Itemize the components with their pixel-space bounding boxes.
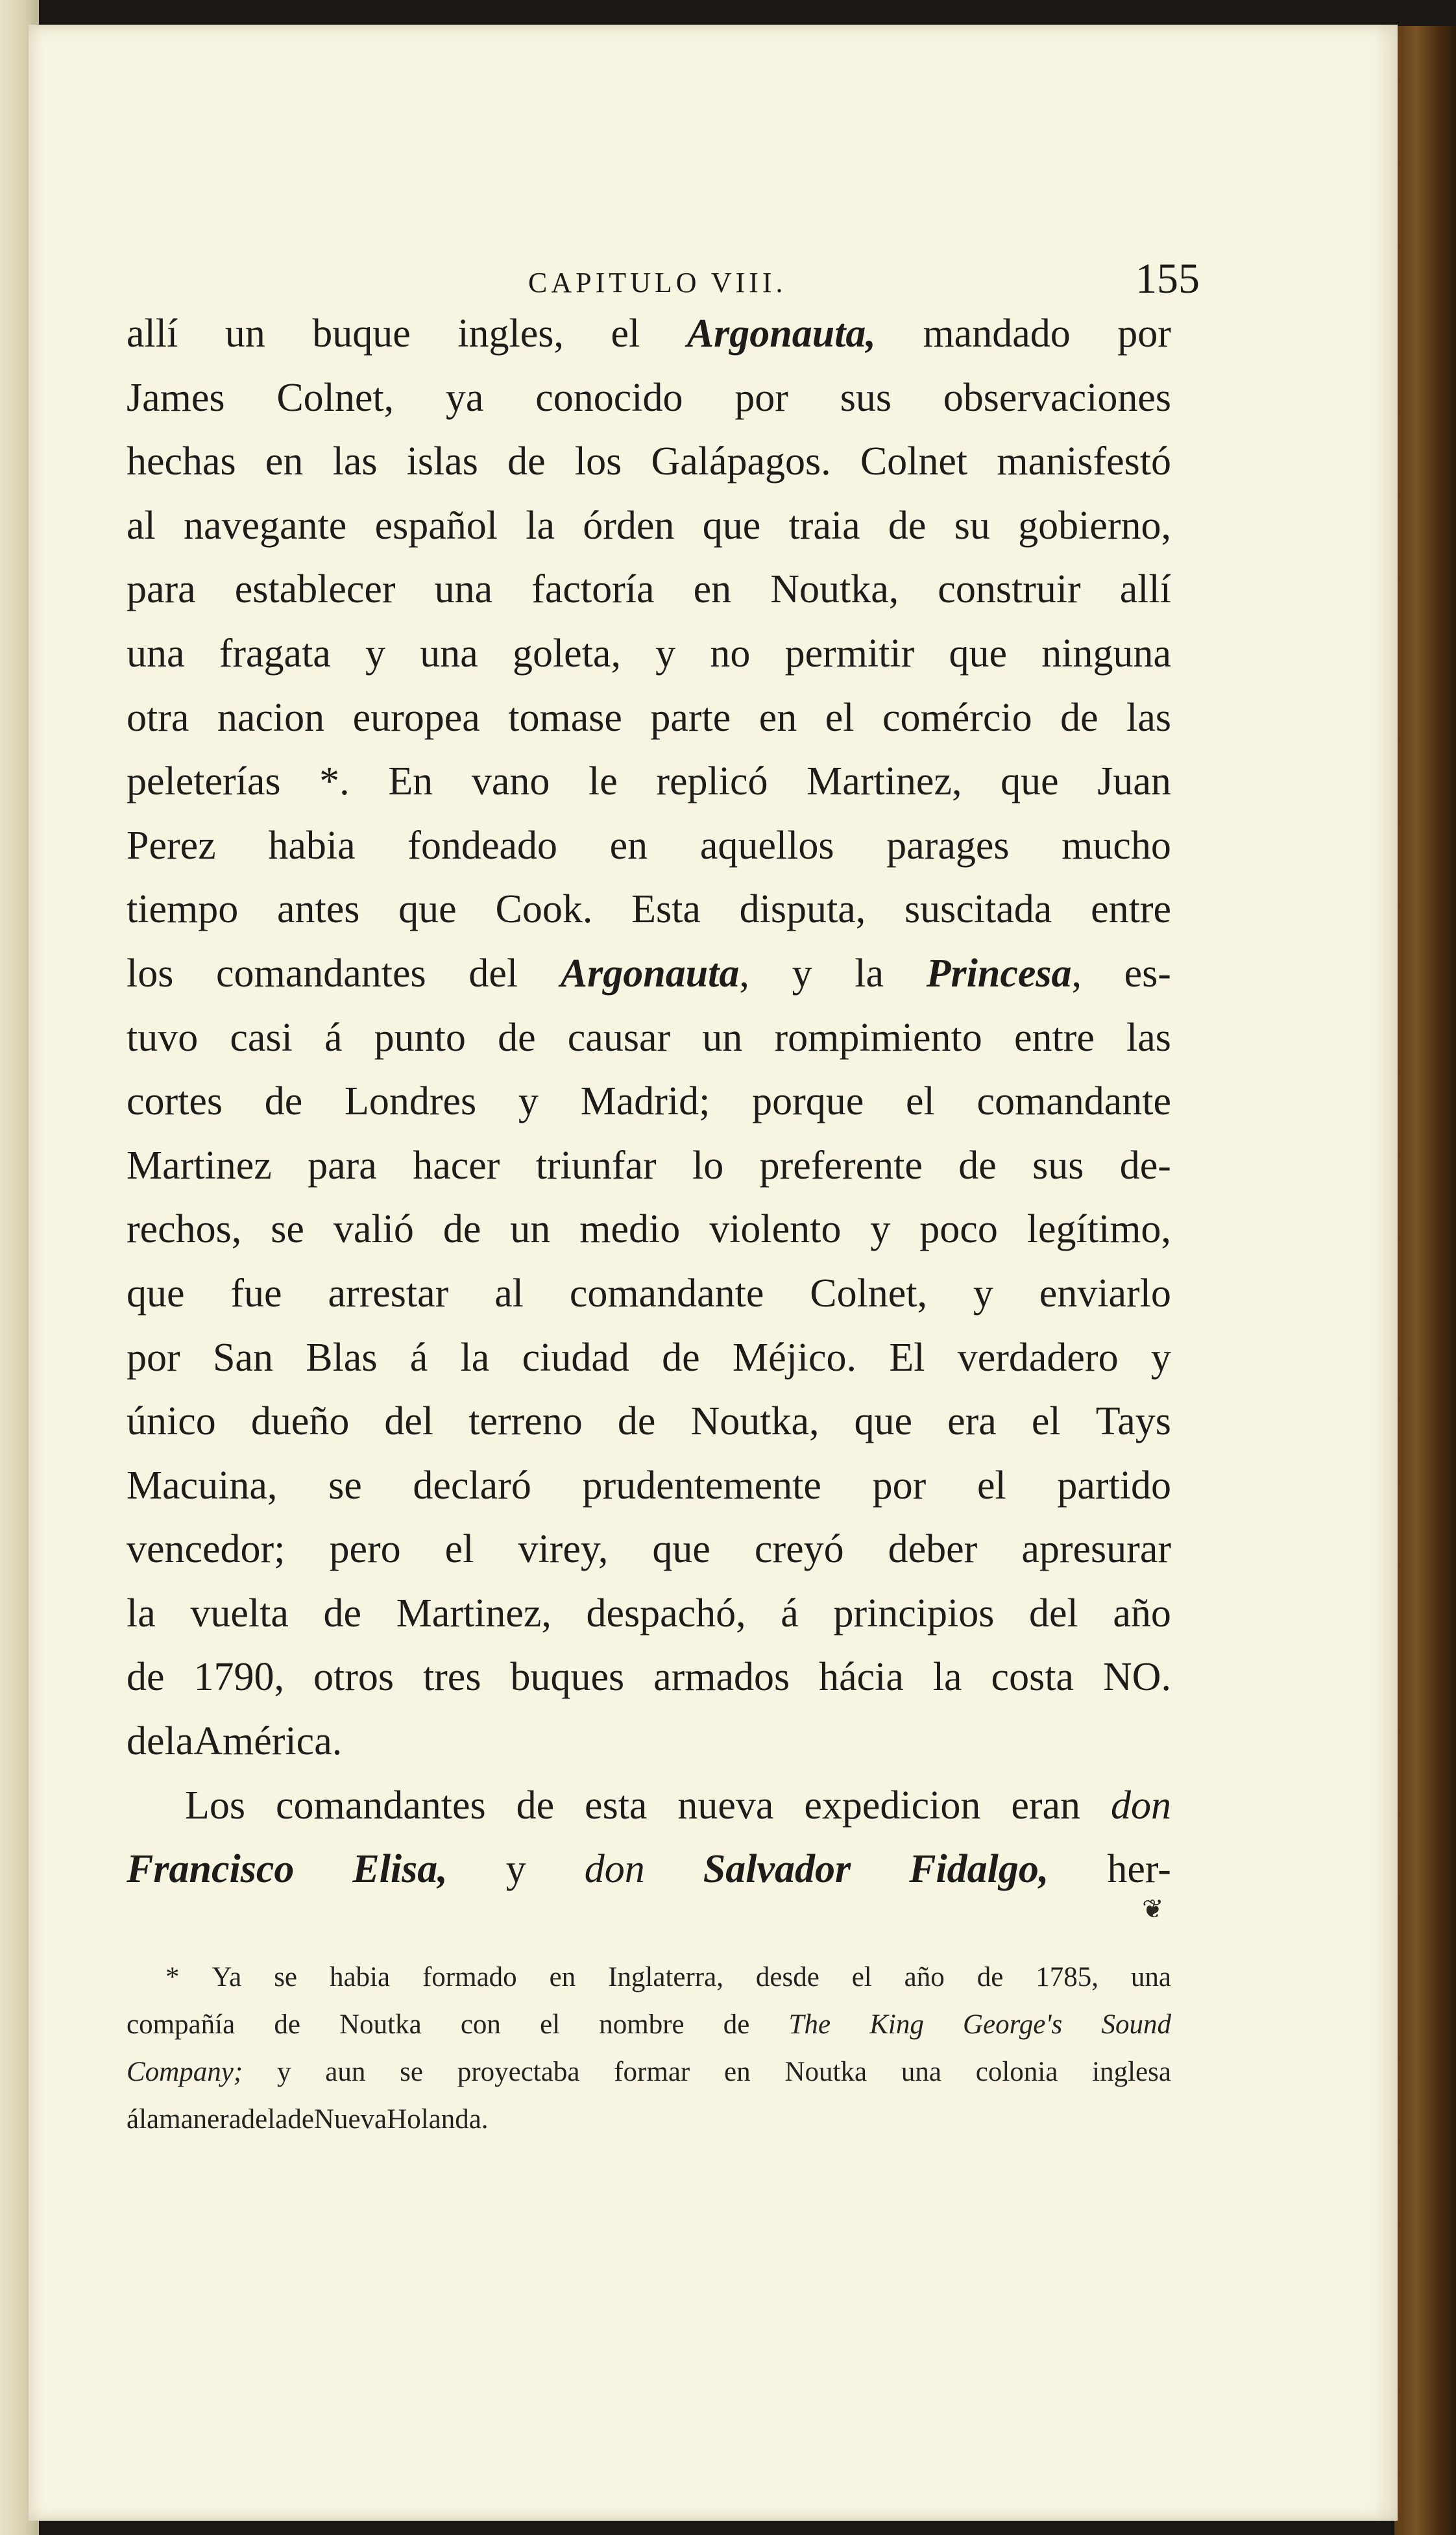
body-word: y bbox=[973, 1271, 993, 1316]
body-word: y bbox=[505, 1847, 526, 1892]
body-word: el bbox=[611, 312, 640, 356]
body-word: Londres bbox=[345, 1079, 477, 1124]
body-word: su bbox=[954, 503, 990, 548]
body-word: peleterías bbox=[127, 759, 281, 804]
body-word: Princesa, bbox=[926, 951, 1082, 996]
body-word: dueño bbox=[250, 1399, 350, 1444]
footnote-word: de bbox=[274, 2009, 300, 2040]
body-word: Colnet, bbox=[810, 1271, 928, 1316]
body-word: deber bbox=[888, 1527, 978, 1572]
footnote-word: de bbox=[287, 2104, 314, 2135]
body-word: de bbox=[516, 1783, 555, 1828]
footnote-line bbox=[127, 2096, 1171, 2143]
footnote-word: King bbox=[869, 2009, 924, 2040]
footnote-word: el bbox=[851, 1962, 872, 1992]
body-word: otra bbox=[127, 695, 189, 740]
footnote-word: se bbox=[274, 1962, 298, 1992]
body-word: Salvador bbox=[703, 1847, 851, 1892]
body-word: y bbox=[1150, 1335, 1171, 1380]
body-word: rompimiento bbox=[774, 1015, 982, 1060]
body-word: principios bbox=[833, 1591, 995, 1635]
body-word: al bbox=[494, 1271, 524, 1316]
body-word: virey, bbox=[518, 1527, 609, 1572]
footnote-word: inglesa bbox=[1092, 2057, 1171, 2087]
body-word: NO. bbox=[1102, 1655, 1171, 1700]
body-word: nueva bbox=[677, 1783, 774, 1828]
footnote bbox=[127, 1953, 1171, 2143]
body-word: las bbox=[1126, 695, 1171, 740]
body-word: ciudad bbox=[522, 1335, 629, 1380]
body-word: Argonauta, bbox=[686, 312, 876, 356]
body-line bbox=[127, 622, 1171, 686]
body-word: de bbox=[958, 1143, 997, 1188]
body-line bbox=[127, 1262, 1171, 1326]
body-word: Blas bbox=[306, 1335, 378, 1380]
body-word: de bbox=[323, 1591, 361, 1635]
footnote-word: de bbox=[241, 2104, 268, 2135]
body-word: arrestar bbox=[328, 1271, 449, 1316]
body-word: y bbox=[518, 1079, 539, 1124]
body-word: del bbox=[1029, 1591, 1078, 1635]
body-word: medio bbox=[579, 1207, 681, 1252]
body-word: observaciones bbox=[943, 375, 1171, 420]
body-line bbox=[127, 1070, 1171, 1134]
body-word: buque bbox=[312, 312, 411, 356]
body-word: en bbox=[693, 567, 732, 612]
body-word: por bbox=[872, 1463, 927, 1508]
body-word: que bbox=[652, 1527, 710, 1572]
body-word: de- bbox=[1119, 1143, 1171, 1188]
body-word: Perez bbox=[127, 823, 216, 868]
body-word: tiempo bbox=[127, 887, 239, 932]
footnote-word: Nueva bbox=[313, 2104, 387, 2135]
body-word: el bbox=[825, 695, 855, 740]
body-line bbox=[127, 1134, 1171, 1198]
body-line bbox=[127, 302, 1171, 366]
body-word: her- bbox=[1107, 1847, 1171, 1892]
body-text bbox=[127, 302, 1171, 1902]
body-line bbox=[127, 1837, 1171, 1902]
body-word: órden bbox=[583, 503, 675, 548]
body-word: de bbox=[127, 1655, 165, 1700]
body-word: que bbox=[1001, 759, 1059, 804]
body-line bbox=[127, 1645, 1171, 1709]
body-word: legítimo, bbox=[1026, 1207, 1171, 1252]
body-word: violento bbox=[709, 1207, 842, 1252]
body-word: y bbox=[792, 951, 812, 996]
body-word: En bbox=[388, 759, 433, 804]
body-word: replicó bbox=[656, 759, 768, 804]
body-line bbox=[127, 877, 1171, 942]
footnote-word: Sound bbox=[1101, 2009, 1171, 2040]
body-line bbox=[127, 1709, 1171, 1774]
body-word: sus bbox=[840, 375, 892, 420]
body-word: y bbox=[655, 631, 676, 676]
body-word: y bbox=[870, 1207, 891, 1252]
body-word: Colnet bbox=[860, 439, 968, 484]
body-word: cortes bbox=[127, 1079, 223, 1124]
body-word: 1790, bbox=[193, 1655, 284, 1700]
footnote-word: compañía bbox=[127, 2009, 236, 2040]
body-word: eran bbox=[1011, 1783, 1081, 1828]
body-word: preferente bbox=[759, 1143, 923, 1188]
signature-marker-icon: ❦ bbox=[1142, 1894, 1164, 1924]
footnote-word: Company; bbox=[127, 2057, 243, 2087]
body-word: lo bbox=[692, 1143, 724, 1188]
body-word: Los bbox=[185, 1783, 245, 1828]
body-line bbox=[127, 1517, 1171, 1582]
body-word: Cook. bbox=[495, 887, 593, 932]
footnote-word: una bbox=[901, 2057, 941, 2087]
body-word: por bbox=[127, 1335, 180, 1380]
body-word: una bbox=[127, 631, 185, 676]
body-word: que bbox=[127, 1271, 185, 1316]
body-word: *. bbox=[319, 759, 350, 804]
body-word: valió bbox=[333, 1207, 414, 1252]
body-word: nacion bbox=[217, 695, 325, 740]
body-word: de bbox=[127, 1719, 165, 1764]
body-word: para bbox=[308, 1143, 377, 1188]
body-word: el bbox=[977, 1463, 1006, 1508]
body-word: los bbox=[574, 439, 622, 484]
body-word: Francisco bbox=[127, 1847, 295, 1892]
footnote-word: desde bbox=[755, 1962, 819, 1992]
footnote-word: Noutka bbox=[784, 2057, 868, 2087]
footnote-word: se bbox=[400, 2057, 423, 2087]
book-edge bbox=[1394, 26, 1456, 2535]
body-word: expedicion bbox=[804, 1783, 981, 1828]
body-word: mucho bbox=[1062, 823, 1171, 868]
footnote-word: formado bbox=[422, 1962, 517, 1992]
body-word: permitir bbox=[784, 631, 915, 676]
body-word: sus bbox=[1032, 1143, 1084, 1188]
body-word: tuvo bbox=[127, 1015, 199, 1060]
body-word: de bbox=[498, 1015, 536, 1060]
body-word: Galápagos. bbox=[651, 439, 831, 484]
body-word: ingles, bbox=[457, 312, 564, 356]
footnote-line bbox=[127, 2048, 1171, 2096]
body-word: ninguna bbox=[1041, 631, 1171, 676]
body-line bbox=[127, 1326, 1171, 1390]
footnote-word: la bbox=[139, 2104, 160, 2135]
body-word: las bbox=[1126, 1015, 1171, 1060]
body-word: partido bbox=[1057, 1463, 1171, 1508]
body-word: causar bbox=[567, 1015, 671, 1060]
footnote-word: 1785, bbox=[1036, 1962, 1098, 1992]
footnote-word: The bbox=[788, 2009, 831, 2040]
body-word: allí bbox=[127, 312, 178, 356]
body-line bbox=[127, 1197, 1171, 1262]
body-word: es- bbox=[1124, 951, 1171, 996]
body-line bbox=[127, 1774, 1171, 1838]
chapter-title: CAPITULO VIII. bbox=[528, 267, 787, 299]
body-word: le bbox=[588, 759, 618, 804]
body-word: se bbox=[328, 1463, 362, 1508]
body-word: en bbox=[758, 695, 797, 740]
footnote-word: Noutka bbox=[339, 2009, 422, 2040]
body-word: Macuina, bbox=[127, 1463, 278, 1508]
body-line bbox=[127, 686, 1171, 750]
body-word: del bbox=[384, 1399, 434, 1444]
body-word: por bbox=[734, 375, 788, 420]
body-word: era bbox=[947, 1399, 997, 1444]
body-word: de bbox=[507, 439, 546, 484]
footnote-word: de bbox=[723, 2009, 750, 2040]
body-line bbox=[127, 942, 1171, 1006]
footnote-word: año bbox=[904, 1962, 945, 1992]
body-word: Tays bbox=[1095, 1399, 1171, 1444]
body-word: declaró bbox=[413, 1463, 531, 1508]
body-word: un bbox=[224, 312, 265, 356]
body-word: al bbox=[127, 503, 156, 548]
body-word: la bbox=[460, 1335, 490, 1380]
body-word: establecer bbox=[234, 567, 396, 612]
body-word: que bbox=[949, 631, 1008, 676]
body-word: casi bbox=[230, 1015, 293, 1060]
body-word: el bbox=[905, 1079, 935, 1124]
body-word: pero bbox=[329, 1527, 401, 1572]
body-word: suscitada bbox=[904, 887, 1052, 932]
body-word: comandante bbox=[569, 1271, 764, 1316]
body-word: un bbox=[702, 1015, 743, 1060]
body-word: y bbox=[365, 631, 386, 676]
body-word: América. bbox=[193, 1719, 343, 1764]
body-word: enviarlo bbox=[1039, 1271, 1171, 1316]
body-line bbox=[127, 1582, 1171, 1646]
body-word: entre bbox=[1013, 1015, 1095, 1060]
body-word: de bbox=[888, 503, 927, 548]
body-word: Elisa, bbox=[352, 1847, 448, 1892]
body-word: no bbox=[710, 631, 751, 676]
footnote-word: habia bbox=[329, 1962, 391, 1992]
footnote-word: una bbox=[1130, 1962, 1171, 1992]
body-word: navegante bbox=[184, 503, 347, 548]
body-word: Fidalgo, bbox=[909, 1847, 1049, 1892]
body-word: prudentemente bbox=[582, 1463, 821, 1508]
footnote-word: á bbox=[127, 2104, 140, 2135]
body-word: poco bbox=[919, 1207, 998, 1252]
body-word: comandante bbox=[977, 1079, 1171, 1124]
body-word: por bbox=[1117, 312, 1171, 356]
body-word: construir bbox=[938, 567, 1081, 612]
body-word: europea bbox=[352, 695, 480, 740]
body-word: mandado bbox=[923, 312, 1071, 356]
body-word: don bbox=[584, 1847, 645, 1892]
body-word: hacer bbox=[413, 1143, 500, 1188]
page-number: 155 bbox=[1135, 255, 1200, 302]
body-word: año bbox=[1113, 1591, 1171, 1635]
body-word: manisfestó bbox=[997, 439, 1171, 484]
body-word: que bbox=[398, 887, 457, 932]
footnote-word: y bbox=[276, 2057, 291, 2087]
body-word: apresurar bbox=[1021, 1527, 1171, 1572]
footnote-word: nombre bbox=[599, 2009, 685, 2040]
body-line bbox=[127, 814, 1171, 878]
body-word: Madrid; bbox=[580, 1079, 710, 1124]
body-line bbox=[127, 494, 1171, 558]
body-word: la bbox=[164, 1719, 194, 1764]
footnote-word: la bbox=[267, 2104, 288, 2135]
body-word: habia bbox=[268, 823, 356, 868]
body-word: único bbox=[127, 1399, 216, 1444]
body-word: la bbox=[127, 1591, 156, 1635]
body-word: despachó, bbox=[586, 1591, 746, 1635]
body-word: triunfar bbox=[535, 1143, 657, 1188]
body-word: de bbox=[662, 1335, 700, 1380]
body-word: á bbox=[781, 1591, 799, 1635]
body-word: de bbox=[1060, 695, 1098, 740]
footnote-word: con bbox=[460, 2009, 501, 2040]
body-word: las bbox=[332, 439, 378, 484]
body-word: Juan bbox=[1097, 759, 1171, 804]
body-line bbox=[127, 1006, 1171, 1070]
body-word: factoría bbox=[531, 567, 655, 612]
body-word: vuelta bbox=[190, 1591, 289, 1635]
body-word: San bbox=[212, 1335, 273, 1380]
body-word: costa bbox=[991, 1655, 1074, 1700]
body-word: ya bbox=[445, 375, 484, 420]
body-word: en bbox=[609, 823, 648, 868]
footnote-word: Ya bbox=[212, 1962, 242, 1992]
body-word: para bbox=[127, 567, 196, 612]
body-word: de bbox=[264, 1079, 303, 1124]
body-word: la bbox=[855, 951, 884, 996]
body-word: verdadero bbox=[957, 1335, 1119, 1380]
body-word: Colnet, bbox=[276, 375, 394, 420]
footnote-word: aun bbox=[325, 2057, 366, 2087]
body-word: Noutka, bbox=[690, 1399, 819, 1444]
body-word: disputa, bbox=[739, 887, 866, 932]
footnote-word: proyectaba bbox=[457, 2057, 580, 2087]
body-word: Esta bbox=[631, 887, 701, 932]
body-word: creyó bbox=[754, 1527, 844, 1572]
body-word: tomase bbox=[508, 695, 622, 740]
body-word: del bbox=[468, 951, 518, 996]
body-word: Martinez, bbox=[807, 759, 962, 804]
body-word: buques bbox=[510, 1655, 625, 1700]
body-word: hechas bbox=[127, 439, 236, 484]
body-word: conocido bbox=[535, 375, 683, 420]
body-word: el bbox=[444, 1527, 474, 1572]
body-word: comandantes bbox=[275, 1783, 486, 1828]
footnote-word: George's bbox=[962, 2009, 1063, 2040]
footnote-word: Holanda. bbox=[387, 2104, 489, 2135]
body-word: el bbox=[1031, 1399, 1061, 1444]
footnote-word: manera bbox=[159, 2104, 241, 2135]
body-line bbox=[127, 1454, 1171, 1518]
footnote-line bbox=[127, 2001, 1171, 2048]
footnote-line bbox=[127, 1953, 1171, 2001]
body-word: la bbox=[526, 503, 555, 548]
footnote-word: en bbox=[724, 2057, 751, 2087]
body-word: comércio bbox=[882, 695, 1032, 740]
body-word: una bbox=[434, 567, 493, 612]
footnote-word: en bbox=[549, 1962, 576, 1992]
body-word: porque bbox=[752, 1079, 864, 1124]
body-word: allí bbox=[1119, 567, 1171, 612]
footnote-word: colonia bbox=[975, 2057, 1058, 2087]
body-word: á bbox=[409, 1335, 428, 1380]
body-line bbox=[127, 750, 1171, 814]
footnote-word: el bbox=[540, 2009, 561, 2040]
body-word: una bbox=[420, 631, 478, 676]
body-word: islas bbox=[406, 439, 478, 484]
body-word: esta bbox=[585, 1783, 648, 1828]
footnote-word: Inglaterra, bbox=[608, 1962, 723, 1992]
body-word: goleta, bbox=[512, 631, 621, 676]
body-word: á bbox=[324, 1015, 343, 1060]
body-word: rechos, bbox=[127, 1207, 242, 1252]
body-word: tres bbox=[422, 1655, 481, 1700]
body-word: aquellos bbox=[699, 823, 834, 868]
body-word: que bbox=[854, 1399, 913, 1444]
body-line bbox=[127, 366, 1171, 430]
body-word: traia bbox=[788, 503, 860, 548]
body-line bbox=[127, 1390, 1171, 1454]
body-word: comandantes bbox=[216, 951, 426, 996]
body-word: armados bbox=[653, 1655, 790, 1700]
body-word: Méjico. bbox=[732, 1335, 857, 1380]
body-word: vano bbox=[471, 759, 550, 804]
body-word: antes bbox=[276, 887, 360, 932]
footnote-word: * bbox=[165, 1962, 180, 1992]
body-word: hácia bbox=[819, 1655, 904, 1700]
body-word: un bbox=[510, 1207, 551, 1252]
body-word: punto bbox=[374, 1015, 466, 1060]
footnote-word: de bbox=[977, 1962, 1004, 1992]
body-word: Martinez bbox=[127, 1143, 272, 1188]
body-word: en bbox=[265, 439, 304, 484]
body-word: Martinez, bbox=[396, 1591, 552, 1635]
body-word: Noutka, bbox=[770, 567, 899, 612]
body-word: El bbox=[889, 1335, 925, 1380]
body-word: de bbox=[443, 1207, 481, 1252]
body-word: James bbox=[127, 375, 225, 420]
footnote-word: formar bbox=[614, 2057, 690, 2087]
body-word: que bbox=[702, 503, 761, 548]
body-word: la bbox=[932, 1655, 962, 1700]
body-word: español bbox=[374, 503, 498, 548]
body-word: se bbox=[271, 1207, 304, 1252]
body-word: Argonauta, bbox=[560, 951, 749, 996]
body-word: terreno bbox=[468, 1399, 583, 1444]
body-word: otros bbox=[313, 1655, 394, 1700]
body-word: de bbox=[617, 1399, 656, 1444]
body-line bbox=[127, 430, 1171, 494]
body-word: don bbox=[1111, 1783, 1171, 1828]
body-word: los bbox=[127, 951, 174, 996]
body-word: parte bbox=[650, 695, 731, 740]
body-word: fondeado bbox=[407, 823, 557, 868]
body-word: entre bbox=[1091, 887, 1171, 932]
body-word: parages bbox=[886, 823, 1010, 868]
body-word: fue bbox=[230, 1271, 282, 1316]
body-word: gobierno, bbox=[1018, 503, 1171, 548]
body-word: vencedor; bbox=[127, 1527, 285, 1572]
body-word: fragata bbox=[219, 631, 331, 676]
body-line bbox=[127, 557, 1171, 622]
